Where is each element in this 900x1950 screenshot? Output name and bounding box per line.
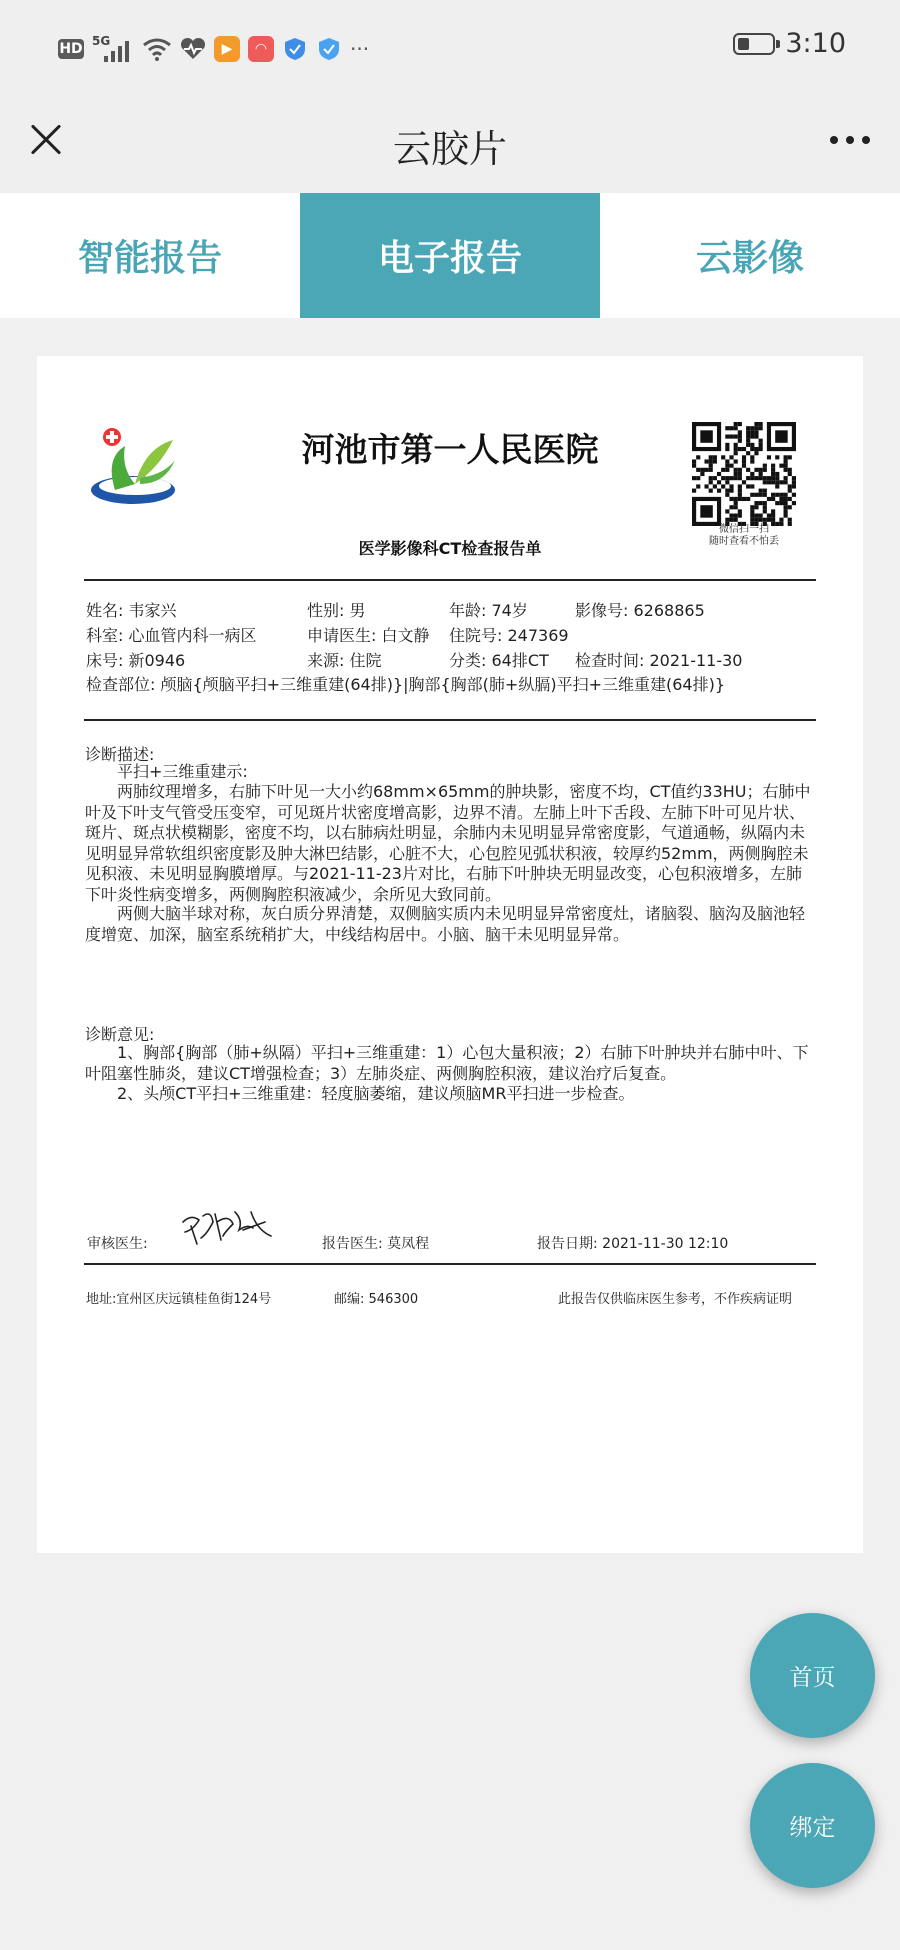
video-app-icon: ▶ (214, 36, 240, 62)
clock: 3:10 (785, 28, 846, 59)
divider (84, 1263, 816, 1265)
exam-part: 检查部位 : 颅脑{颅脑平扫+三维重建(64排)}|胸部{胸部(肺+纵膈)平扫+三维重建(64排)} (86, 675, 725, 695)
description-paragraph: 两侧大脑半球对称，灰白质分界清楚，双侧脑实质内未见明显异常密度灶，诸脑裂、脑沟及脑池轻度增宽、加深，脑室系统稍扩大，中线结构居中。小脑、脑干未见明显异常。 (85, 904, 806, 944)
reporter: 报告医生: 莫凤程 (322, 1236, 430, 1252)
qr-code (692, 422, 796, 526)
page-title: 云胶片 (392, 127, 507, 171)
patient-name: 姓名 : 韦家兴 (86, 601, 177, 621)
qr-caption-line-2: 随时查看不怕丢 (709, 536, 779, 547)
shop-app-icon: ◠ (248, 36, 274, 62)
report-type-title: 医学影像科CT检查报告单 (358, 539, 542, 558)
status-icons (58, 34, 369, 64)
home-button[interactable]: 首页 (750, 1613, 875, 1738)
requesting-doctor: 申请医生 : 白文静 (307, 626, 430, 646)
opinion-item: 1、胸部{胸部（肺+纵隔）平扫+三维重建：1）心包大量积液；2）右肺下叶肿块并右肺中叶、下叶阻塞性肺炎，建议CT增强检查；3）左肺炎症、两侧胸腔积液，建议治疗后复查。 (85, 1043, 809, 1083)
title-bar (0, 100, 900, 193)
description-title: 诊断描述: (85, 745, 155, 764)
tab-electronic-report[interactable]: 电子报告 (300, 193, 600, 318)
qr-caption (687, 524, 801, 548)
hospital-address: 地址:宜州区庆远镇桂鱼街124号 (86, 1292, 272, 1307)
status-right (733, 28, 846, 59)
reviewer-signature (177, 1200, 277, 1256)
battery-icon (733, 33, 775, 55)
image-number: 影像号 : 6268865 (575, 601, 705, 621)
reviewer-label: 审核医生: (87, 1236, 148, 1252)
inpatient-number: 住院号 : 247369 (449, 626, 569, 646)
wifi-icon (142, 37, 172, 61)
divider (84, 579, 816, 581)
exam-category: 分类 : 64排CT (449, 651, 549, 671)
health-icon (180, 37, 206, 61)
opinion-title: 诊断意见: (85, 1025, 155, 1044)
tab-smart-report[interactable]: 智能报告 (77, 238, 222, 279)
divider (84, 719, 816, 721)
status-bar (0, 0, 900, 100)
battery-level (738, 38, 749, 50)
description-paragraph: 平扫+三维重建示: (117, 762, 248, 781)
bind-button[interactable]: 绑定 (750, 1763, 875, 1888)
description-paragraph: 两肺纹理增多，右肺下叶见一大小约68mm×65mm的肿块影，密度不均，CT值约33HU；右肺中叶及下叶支气管受压变窄，可见斑片状密度增高影，边界不清。左肺上叶下舌段、左肺下叶可见片状、斑片、斑点状模糊影，密度不均，以右肺病灶明显，余肺内未见明显异常密度影，气道通畅，纵隔内未见明显异常软组织密度影及肿大淋巴结影，心脏不大，心包腔见弧状积液，较厚约52mm，两侧胸腔未见积液、未见明显胸膜增厚。与2021-11-23片对比，右肺下叶肿块无明显改变，心包积液增多，左肺下叶炎性病变增多，两侧胸腔积液减少，余所见大致同前。 (85, 782, 811, 904)
disclaimer: 此报告仅供临床医生参考，不作疾病证明 (558, 1292, 793, 1307)
shield-icon (316, 36, 342, 62)
opinion-item: 2、头颅CT平扫+三维重建：轻度脑萎缩，建议颅脑MR平扫进一步检查。 (117, 1084, 635, 1103)
shield-icon (282, 36, 308, 62)
more-icon[interactable] (830, 136, 870, 144)
postcode: 邮编: 546300 (334, 1292, 419, 1307)
signal-icon (92, 34, 134, 64)
tab-bar (0, 193, 900, 318)
bed-number: 床号 : 新0946 (86, 651, 185, 671)
overflow-icon: ··· (350, 37, 370, 61)
patient-age: 年龄 : 74岁 (449, 601, 528, 621)
patient-source: 来源 : 住院 (307, 651, 382, 671)
qr-caption-line-1: 微信扫一扫 (719, 524, 769, 535)
tab-cloud-image[interactable]: 云影像 (695, 238, 804, 279)
hospital-name: 河池市第一人民医院 (301, 430, 599, 469)
report-document (37, 356, 863, 1553)
network-type-label: 5G (92, 34, 111, 48)
hd-icon: HD (59, 41, 83, 57)
department: 科室 : 心血管内科一病区 (86, 626, 257, 646)
exam-time: 检查时间 : 2021-11-30 (575, 651, 742, 671)
report-date: 报告日期: 2021-11-30 12:10 (537, 1236, 729, 1252)
patient-sex: 性别 : 男 (307, 601, 366, 621)
